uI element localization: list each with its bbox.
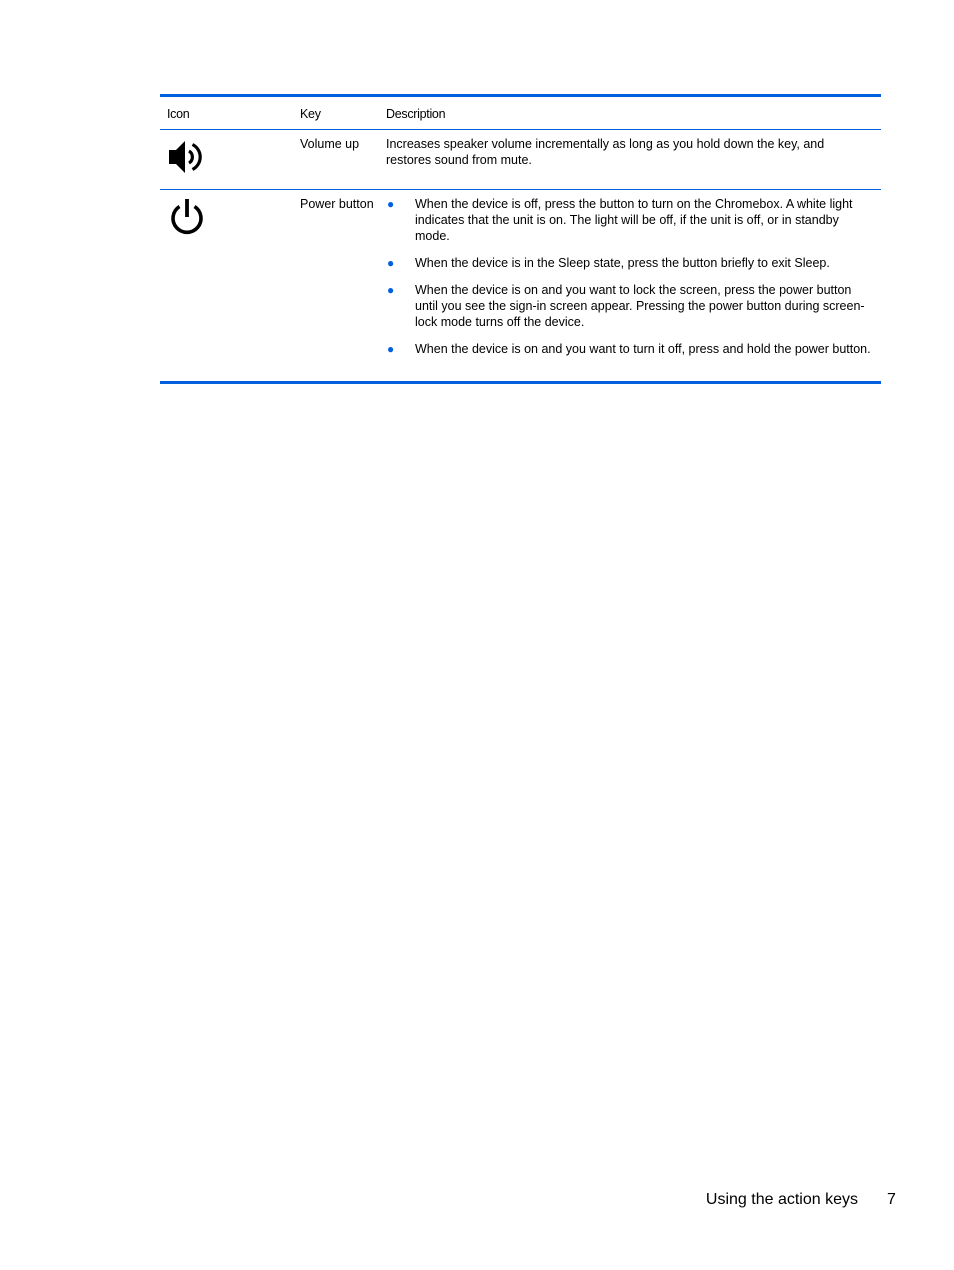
table-row xyxy=(160,190,881,381)
bullet-text: When the device is in the Sleep state, press the button briefly to exit Sleep. xyxy=(415,256,830,270)
footer-section-title: Using the action keys xyxy=(705,1191,858,1208)
power-icon xyxy=(167,197,207,241)
bullet-icon: ● xyxy=(387,283,395,297)
bullet-text: When the device is on and you want to lock the screen, press the power button until you see the sign-in screen appear. Pressing the power button during screen-lock mode turns off the device. xyxy=(415,283,865,329)
table-header-row xyxy=(160,97,881,130)
bullet-icon: ● xyxy=(387,197,395,211)
description-volume-up: Increases speaker volume incrementally as long as you hold down the key, and restores sound from mute. xyxy=(386,137,825,167)
header-key: Key xyxy=(300,107,321,121)
bullet-text: When the device is on and you want to turn it off, press and hold the power button. xyxy=(415,342,871,356)
header-icon: Icon xyxy=(167,107,190,121)
bullet-icon: ● xyxy=(387,342,395,356)
bullet-icon: ● xyxy=(387,256,395,270)
bullet-text: When the device is off, press the button to turn on the Chromebox. A white light indicates that the unit is on. The light will be off, if the unit is off, or in standby mode. xyxy=(415,197,853,243)
page-number: 7 xyxy=(887,1191,896,1208)
key-volume-up: Volume up xyxy=(300,137,360,151)
table-row xyxy=(160,130,881,190)
power-button-bullet-list xyxy=(386,196,876,368)
action-keys-table xyxy=(160,94,881,384)
list-item xyxy=(386,282,876,330)
list-item xyxy=(386,196,876,244)
header-description: Description xyxy=(386,107,446,121)
key-power-button: Power button xyxy=(300,197,374,211)
volume-up-icon xyxy=(167,138,207,180)
list-item xyxy=(386,341,876,357)
list-item xyxy=(386,255,876,271)
